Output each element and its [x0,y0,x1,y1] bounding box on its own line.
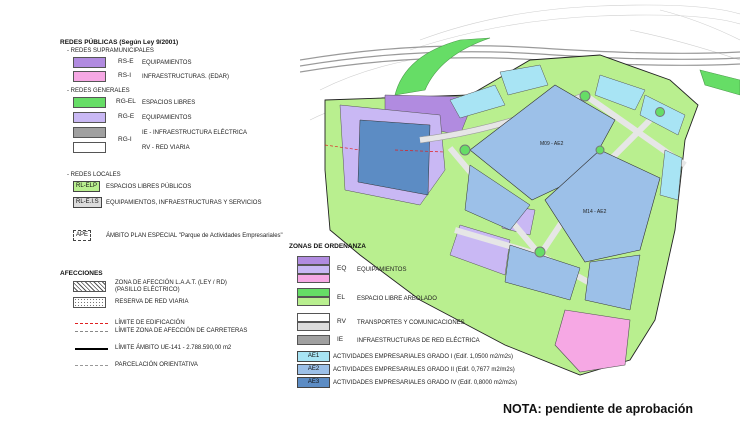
label-eq: EQUIPAMIENTOS [357,267,407,273]
afecciones-title: AFECCIONES [60,270,103,277]
code-rv: RV [337,318,346,325]
swatch-reserva [73,297,106,308]
code-rs-i: RS-I [118,72,131,79]
swatch-rv-2 [297,322,330,331]
swatch-rv-1 [297,313,330,322]
label-rl-eis: EQUIPAMIENTOS, INFRAESTRUCTURAS Y SERVICIOS [106,200,262,206]
code-el: EL [337,294,345,301]
swatch-rs-e [73,57,106,68]
swatch-ie [73,127,106,138]
label-el: ESPACIO LIBRE ARBOLADO [357,296,437,302]
green-strip-east [700,70,740,95]
label-zona-afeccion-2: (PASILLO ELÉCTRICO) [115,287,180,293]
code-ae3: AE3 [297,377,330,388]
label-parcelacion: PARCELACIÓN ORIENTATIVA [115,362,198,368]
supramunicipales-header: - REDES SUPRAMUNICIPALES [67,48,154,54]
label-m14: M14 - AE2 [583,209,607,215]
line-limite-edificacion [75,323,108,324]
label-rg-e: EQUIPAMIENTOS [142,115,192,121]
label-rs-i: INFRAESTRUCTURAS. (EDAR) [142,74,230,80]
swatch-rg-el [73,97,106,108]
code-ae1: AE1 [297,351,330,362]
label-rl-elp: ESPACIOS LIBRES PÚBLICOS [106,184,192,190]
nota-text: NOTA: pendiente de aprobación [503,402,694,416]
label-ae2: ACTIVIDADES EMPRESARIALES GRADO II (Edif. 0,7677 m2/m2s) [333,367,515,373]
line-limite-ambito [75,348,108,350]
swatch-el-1 [297,288,330,297]
swatch-rs-i [73,71,106,82]
label-limite-carreteras: LÍMITE ZONA DE AFECCIÓN DE CARRETERAS [115,328,248,334]
zonas-title: ZONAS DE ORDENANZA [289,243,366,250]
zone-ae3-block [358,120,430,195]
swatch-ie-zona [297,335,330,345]
code-ie: IE [337,336,344,343]
label-ape: ÁMBITO PLAN ESPECIAL "Parque de Actividades Empresariales" [106,233,283,239]
code-rl-eis: RL-E.I.S [73,197,102,208]
legend-title: REDES PÚBLICAS (Según Ley 9/2001) [60,39,179,46]
green-strip-north [395,38,490,95]
line-limite-carreteras [75,331,108,332]
label-rv-zona: TRANSPORTES Y COMUNICACIONES [357,320,465,326]
label-rg-el: ESPACIOS LIBRES [142,100,196,106]
code-rs-e: RS-E [118,58,134,65]
code-rg-i: RG-I [118,136,132,143]
label-limite-edificacion: LÍMITE DE EDIFICACIÓN [115,320,185,326]
label-m09: M09 - AE2 [540,141,564,147]
swatch-zona-afeccion [73,281,106,292]
line-parcelacion [75,365,108,366]
locales-header: - REDES LOCALES [67,172,121,178]
generales-header: - REDES GENERALES [67,88,130,94]
code-rl-elp: RL-ELP [73,181,100,192]
code-eq: EQ [337,265,347,272]
code-rg-e: RG-E [118,113,135,120]
label-ae1: ACTIVIDADES EMPRESARIALES GRADO I (Edif. 1,0500 m2/m2s) [333,354,514,360]
block-ae2-se [585,255,640,310]
swatch-rg-e [73,112,106,123]
code-rg-el: RG-EL [116,98,136,105]
swatch-eq-1 [297,256,330,265]
swatch-rv [73,142,106,153]
label-ae3: ACTIVIDADES EMPRESARIALES GRADO IV (Edif. 0,8000 m2/m2s) [333,380,518,386]
swatch-el-2 [297,297,330,306]
label-reserva: RESERVA DE RED VIARIA [115,299,189,305]
label-zona-afeccion-1: ZONA DE AFECCIÓN L.A.A.T. (LEY / RD) [115,280,227,286]
swatch-eq-3 [297,274,330,283]
swatch-eq-2 [297,265,330,274]
site-plan-map [300,0,740,395]
label-ie: IE - INFRAESTRUCTURA ELÉCTRICA [142,130,248,136]
label-rv: RV - RED VIARIA [142,145,190,151]
label-ie-zona: INFRAESTRUCTURAS DE RED ELÉCTRICA [357,338,480,344]
code-ae2: AE2 [297,364,330,375]
code-ape: APE [73,230,91,241]
label-limite-ambito: LÍMITE ÁMBITO UE-141 - 2.788.590,00 m2 [115,345,232,351]
label-rs-e: EQUIPAMIENTOS [142,60,192,66]
